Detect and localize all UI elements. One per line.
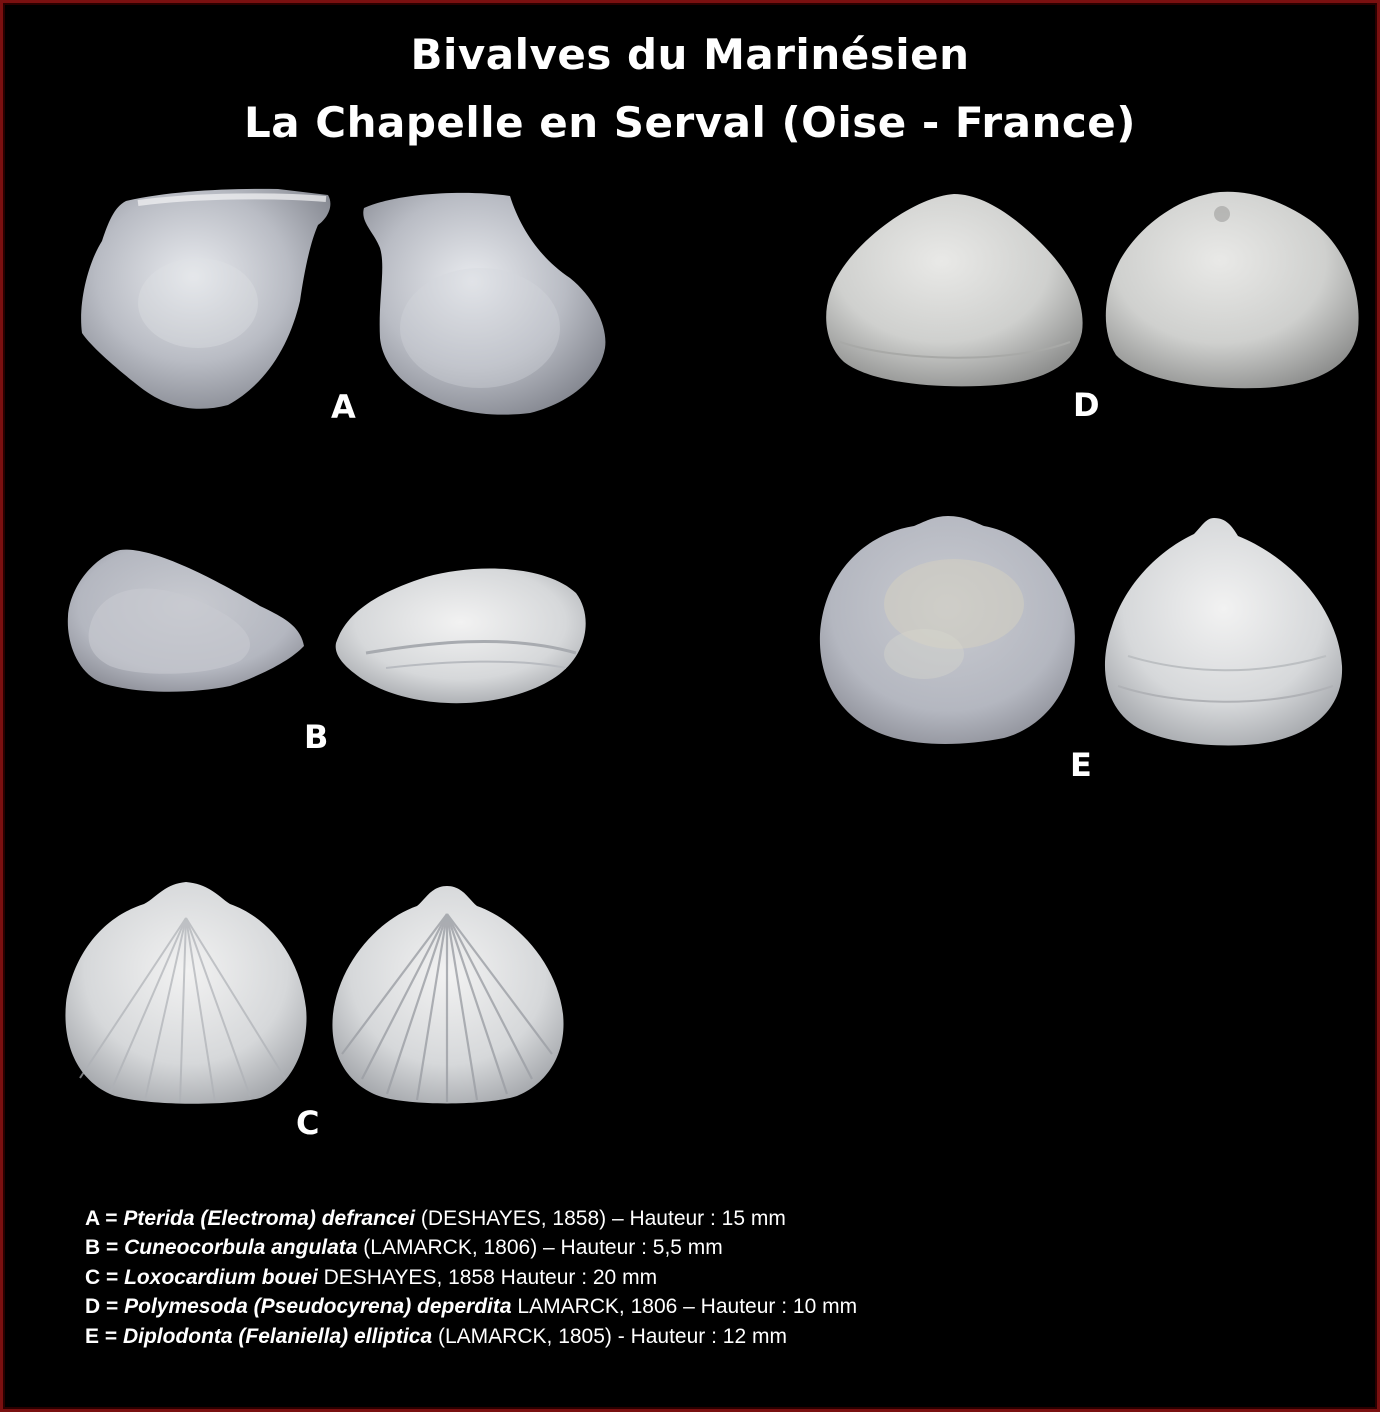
legend-row-b: B = Cuneocorbula angulata (LAMARCK, 1806) – Hauteur : 5,5 mm (85, 1236, 723, 1260)
page-title: Bivalves du Marinésien (410, 30, 970, 79)
legend-row-a: A = Pterida (Electroma) defrancei (DESHAYES, 1858) – Hauteur : 15 mm (85, 1207, 786, 1230)
label-b: B (304, 718, 329, 756)
specimen-b-outer-valve (326, 563, 592, 713)
specimen-c-inner-valve (60, 878, 312, 1108)
species-legend (85, 1204, 857, 1351)
page-subtitle: La Chapelle en Serval (Oise - France) (244, 98, 1136, 147)
label-c: C (296, 1104, 320, 1142)
specimen-d-outer-valve (820, 192, 1088, 388)
specimen-a-inner-valve (78, 183, 338, 415)
specimen-e-inner-valve (814, 514, 1082, 746)
specimen-c-outer-valve (327, 884, 569, 1106)
label-e: E (1070, 746, 1092, 784)
specimen-e-outer-valve (1098, 516, 1346, 746)
label-d: D (1073, 386, 1100, 424)
legend-row-e: E = Diplodonta (Felaniella) elliptica (LAMARCK, 1805) - Hauteur : 12 mm (85, 1324, 787, 1348)
specimen-b-inner-valve (60, 546, 308, 696)
specimen-a-outer-valve (350, 188, 612, 418)
specimen-d-inner-valve (1100, 190, 1362, 390)
legend-row-c: C = Loxocardium bouei DESHAYES, 1858 Hauteur : 20 mm (85, 1265, 658, 1289)
label-a: A (331, 388, 356, 426)
legend-row-d: D = Polymesoda (Pseudocyrena) deperdita LAMARCK, 1806 – Hauteur : 10 mm (85, 1295, 858, 1319)
